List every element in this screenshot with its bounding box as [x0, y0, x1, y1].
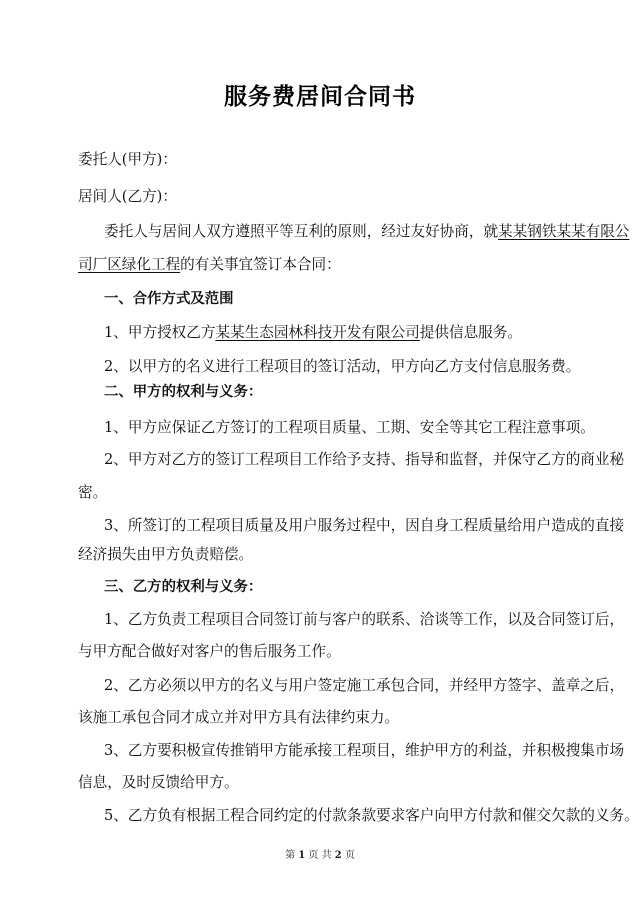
section2-item2-line2: 密。 [78, 484, 108, 501]
section2-item1: 1、甲方应保证乙方签订的工程项目质量、工期、安全等其它工程注意事项。 [104, 419, 595, 436]
intro-text-end: 的有关事宜签订本合同： [180, 256, 341, 273]
section1-item2: 2、以甲方的名义进行工程项目的签订活动，甲方向乙方支付信息服务费。 [104, 358, 581, 375]
section3-item4: 5、乙方负有根据工程合同约定的付款条款要求客户向甲方付款和催交欠款的义务。 [104, 807, 639, 824]
section-heading-3: 三、乙方的权利与义务： [104, 579, 263, 595]
section2-item3-line1: 3、所签订的工程项目质量及用户服务过程中，因自身工程质量给用户造成的直接 [104, 517, 625, 534]
section3-item2-line1: 2、乙方必须以甲方的名义与用户签定施工承包合同，并经甲方签字、盖章之后， [104, 677, 625, 694]
section3-item1-line1: 1、乙方负责工程项目合同签订前与客户的联系、洽谈等工作，以及合同签订后， [104, 611, 625, 628]
intro-line-2 [78, 255, 341, 275]
project-name-part-2: 司厂区绿化工程 [78, 256, 181, 273]
intermediary-label: 居间人(乙方)： [78, 188, 177, 205]
client-label: 委托人(甲方)： [78, 151, 177, 168]
section3-item2-line2: 该施工承包合同才成立并对甲方具有法律约束力。 [78, 709, 400, 726]
current-page-number: 1 [298, 850, 306, 861]
section3-item1-line2: 与甲方配合做好对客户的售后服务工作。 [78, 643, 341, 660]
page-footer [0, 846, 640, 861]
company-name: 某某生态园林科技开发有限公司 [215, 324, 420, 341]
section2-item2-line1: 2、甲方对乙方的签订工程项目工作给予支持、指导和监督，并保守乙方的商业秘 [104, 451, 625, 468]
section2-item3-line2: 经济损失由甲方负责赔偿。 [78, 546, 254, 563]
section-heading-1: 一、合作方式及范围 [104, 291, 234, 307]
document-title: 服务费居间合同书 [224, 84, 416, 110]
section3-item3-line1: 3、乙方要积极宣传推销甲方能承接工程项目，维护甲方的利益，并积极搜集市场 [104, 742, 625, 759]
intro-line-1 [104, 222, 629, 242]
intro-text: 委托人与居间人双方遵照平等互利的原则，经过友好协商，就 [104, 223, 499, 240]
section3-item3-line2: 信息，及时反馈给甲方。 [78, 774, 239, 791]
section1-item1-text: 1、甲方授权乙方 [104, 324, 216, 341]
section-heading-2: 二、甲方的权利与义务： [104, 384, 263, 400]
footer-suffix: 页 [344, 850, 355, 861]
section1-item1-text-end: 提供信息服务。 [419, 324, 522, 341]
total-page-number: 2 [334, 850, 342, 861]
footer-prefix: 第 [285, 850, 296, 861]
section1-item1 [104, 323, 522, 343]
footer-middle: 页 共 [308, 850, 332, 861]
project-name-part-1: 某某钢铁某某有限公 [498, 223, 630, 240]
